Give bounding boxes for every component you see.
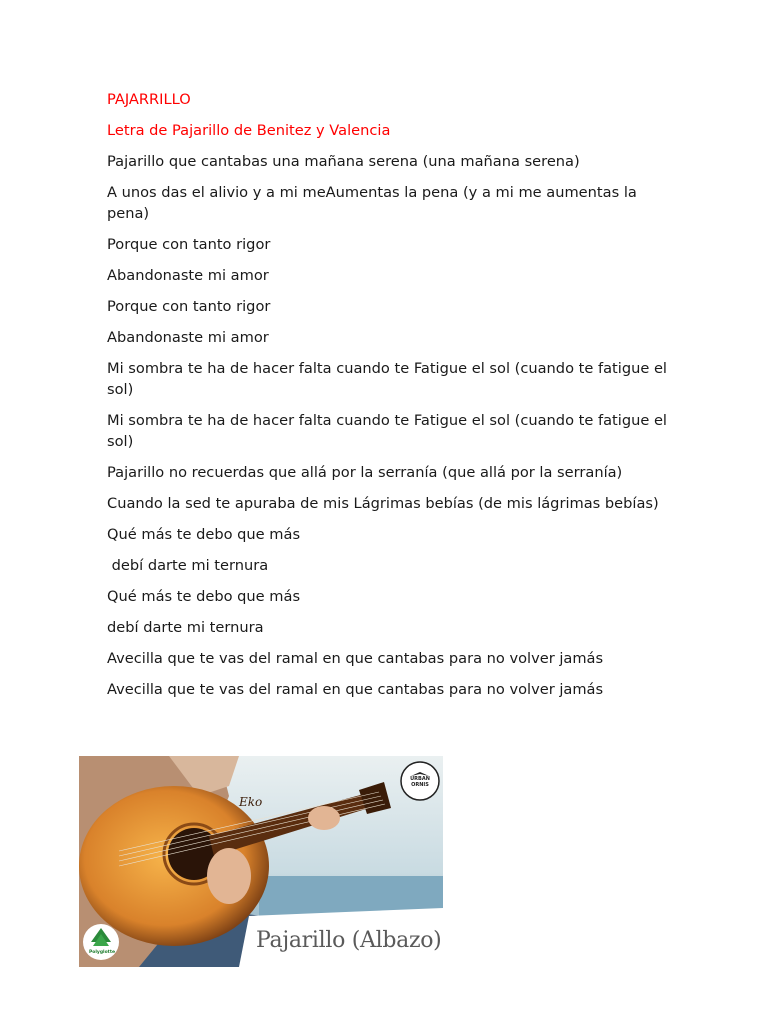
lyric-line: Porque con tanto rigor <box>107 298 271 315</box>
image-caption: Pajarillo (Albazo) <box>256 928 442 953</box>
lyric-line: Abandonaste mi amor <box>107 267 269 284</box>
lyric-line: debí darte mi ternura <box>107 619 264 636</box>
urban-ornis-logo: URBAN ORNIS <box>410 776 430 788</box>
lyric-line: Mi sombra te ha de hacer falta cuando te Fatigue el sol (cuando te fatigue el sol) <box>107 360 672 398</box>
lyric-line: Mi sombra te ha de hacer falta cuando te Fatigue el sol (cuando te fatigue el sol) <box>107 412 672 450</box>
lyric-line: debí darte mi ternura <box>107 557 269 574</box>
lyric-line: Qué más te debo que más <box>107 526 301 543</box>
lyric-line: Qué más te debo que más <box>107 588 301 605</box>
guitar-brand-label: Eko <box>239 795 263 809</box>
lyric-line: Pajarillo no recuerdas que allá por la serranía (que allá por la serranía) <box>107 464 623 481</box>
document-subtitle: Letra de Pajarillo de Benitez y Valencia <box>107 122 391 139</box>
lyric-line: Avecilla que te vas del ramal en que cantabas para no volver jamás <box>107 650 604 667</box>
lyric-line: A unos das el alivio y a mi meAumentas la pena (y a mi me aumentas la pena) <box>107 184 642 222</box>
lyric-line: Pajarillo que cantabas una mañana serena (una mañana serena) <box>107 153 580 170</box>
lyric-line: Abandonaste mi amor <box>107 329 269 346</box>
lyrics-block <box>107 89 672 710</box>
document-title: PAJARRILLO <box>107 91 191 108</box>
lyric-line: Avecilla que te vas del ramal en que cantabas para no volver jamás <box>107 681 604 698</box>
lyric-line: Cuando la sed te apuraba de mis Lágrimas bebías (de mis lágrimas bebías) <box>107 495 659 512</box>
polyglotte-logo: Polyglotte <box>88 950 116 955</box>
lyric-line: Porque con tanto rigor <box>107 236 271 253</box>
